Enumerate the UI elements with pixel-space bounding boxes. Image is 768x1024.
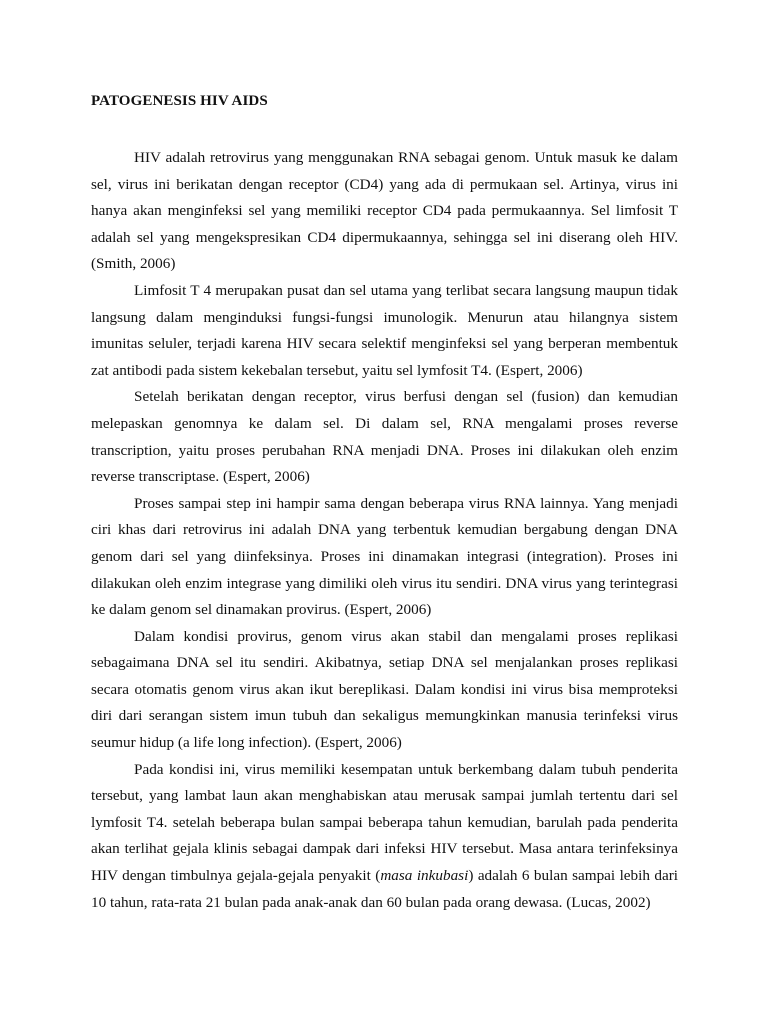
- paragraph-hiv-retrovirus: HIV adalah retrovirus yang menggunakan RNA sebagai genom. Untuk masuk ke dalam sel, virus ini berikatan dengan receptor (CD4) yang ada di permukaan sel. Artinya, virus ini hanya akan menginfeksi sel yang memiliki receptor CD4 pada permukaannya. Sel limfosit T adalah sel yang mengekspresikan CD4 dipermukaannya, sehingga sel ini diserang oleh HIV. (Smith, 2006): [91, 149, 678, 273]
- paragraph-provirus: Dalam kondisi provirus, genom virus akan stabil dan mengalami proses replikasi sebagaimana DNA sel itu sendiri. Akibatnya, setiap DNA sel menjalankan proses replikasi secara otomatis genom virus akan ikut bereplikasi. Dalam kondisi ini virus bisa memproteksi diri dari serangan sistem imun tubuh dan sekaligus memungkinkan manusia terinfeksi virus seumur hidup (a life long infection). (Espert, 2006): [91, 627, 678, 752]
- document-body: [91, 145, 678, 916]
- paragraph-masa-inkubasi: [91, 757, 678, 917]
- paragraph-masa-inkubasi-part-1: Pada kondisi ini, virus memiliki kesempatan untuk berkembang dalam tubuh penderita tersebut, yang lambat laun akan menghabiskan atau merusak sampai jumlah tertentu dari sel lymfosit T4. setelah beberapa bulan sampai beberapa tahun kemudian, barulah pada penderita akan terlihat gejala klinis sebagai dampak dari infeksi HIV tersebut. Masa antara terinfeksinya HIV dengan timbulnya gejala-gejala penyakit (: [91, 760, 678, 885]
- paragraph-integrasi: Proses sampai step ini hampir sama dengan beberapa virus RNA lainnya. Yang menjadi ciri khas dari retrovirus ini adalah DNA yang terbentuk kemudian bergabung dengan DNA genom dari sel yang diinfeksinya. Proses ini dinamakan integrasi (integration). Proses ini dilakukan oleh enzim integrase yang dimiliki oleh virus itu sendiri. DNA virus yang terintegrasi ke dalam genom sel dinamakan provirus. (Espert, 2006): [91, 494, 678, 619]
- paragraph-limfosit-t4: Limfosit T 4 merupakan pusat dan sel utama yang terlibat secara langsung maupun tidak langsung dalam menginduksi fungsi-fungsi imunologik. Menurun atau hilangnya sistem imunitas seluler, terjadi karena HIV secara selektif menginfeksi sel yang berperan membentuk zat antibodi pada sistem kekebalan tersebut, yaitu sel lymfosit T4. (Espert, 2006): [91, 281, 678, 379]
- paragraph-masa-inkubasi-part-2: ) adalah 6 bulan sampai lebih dari 10 tahun, rata-rata 21 bulan pada anak-anak dan 60 bulan pada orang dewasa. (Lucas, 2002): [91, 867, 679, 911]
- document-title: PATOGENESIS HIV AIDS: [91, 93, 268, 109]
- italic-term-masa-inkubasi: masa inkubasi: [380, 867, 469, 885]
- paragraph-reverse-transcription: Setelah berikatan dengan receptor, virus berfusi dengan sel (fusion) dan kemudian melepaskan genomnya ke dalam sel. Di dalam sel, RNA mengalami proses reverse transcription, yaitu proses perubahan RNA menjadi DNA. Proses ini dilakukan oleh enzim reverse transcriptase. (Espert, 2006): [91, 388, 678, 486]
